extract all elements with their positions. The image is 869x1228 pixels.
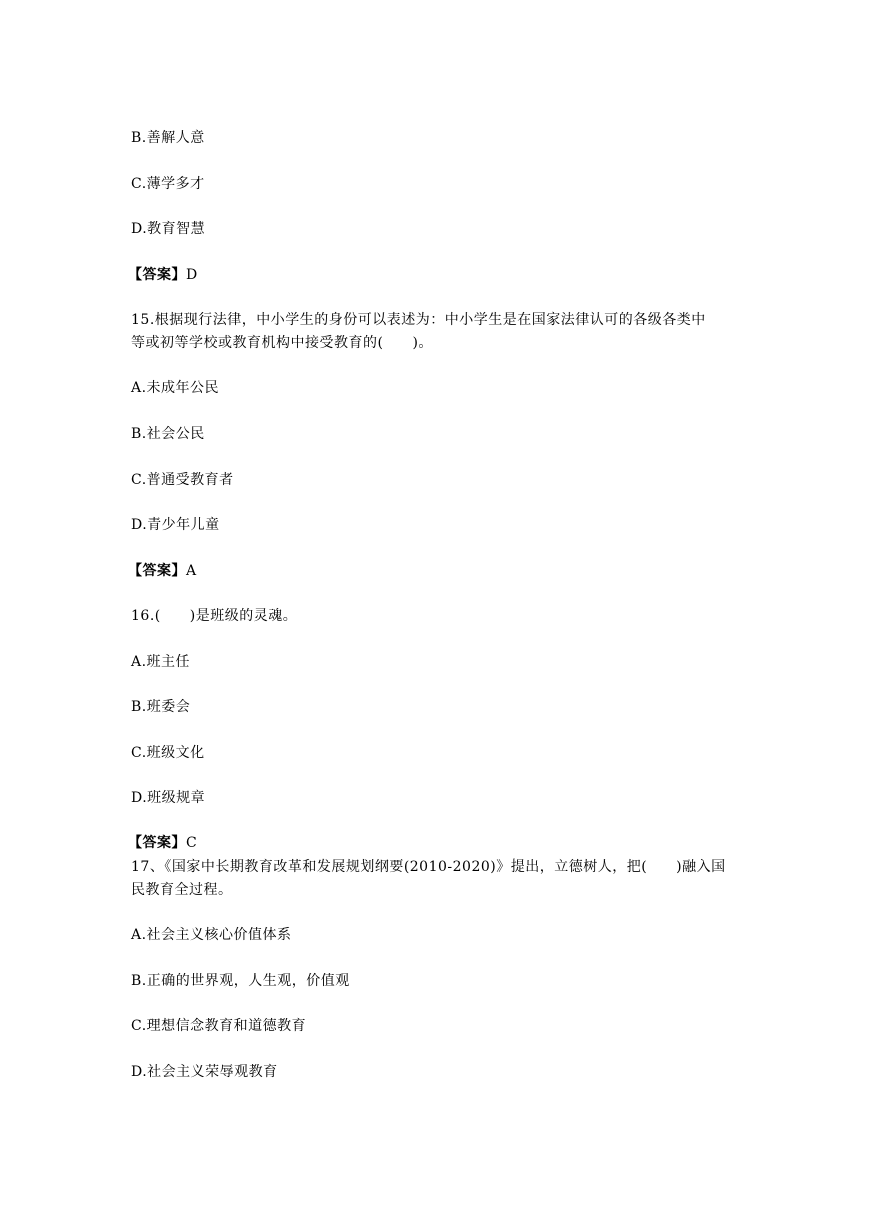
q15-stem-line2: 等或初等学校或教育机构中接受教育的( )。 [131, 335, 433, 351]
q17-stem-line2: 民教育全过程。 [131, 882, 233, 898]
q15-option-a: A.未成年公民 [131, 380, 220, 396]
q16-option-d: D.班级规章 [131, 790, 206, 806]
answer-value: A [186, 563, 197, 579]
q15-stem-line1: 15.根据现行法律，中小学生的身份可以表述为：中小学生是在国家法律认可的各级各类中 [131, 312, 706, 328]
q16-option-a: A.班主任 [131, 654, 191, 670]
q15-option-c: C.普通受教育者 [131, 472, 234, 488]
answer-label: 【答案】 [128, 267, 186, 283]
q14-option-b: B.善解人意 [131, 130, 205, 146]
q16-stem: 16.( )是班级的灵魂。 [131, 608, 298, 624]
q14-answer [128, 267, 198, 283]
answer-label: 【答案】 [128, 835, 186, 851]
q17-stem-line1: 17、《国家中长期教育改革和发展规划纲要(2010-2020)》提出，立德树人，把( )融入国 [131, 859, 726, 875]
answer-label: 【答案】 [128, 563, 186, 579]
q15-option-d: D.青少年儿童 [131, 517, 220, 533]
answer-value: C [186, 835, 198, 851]
q16-option-c: C.班级文化 [131, 745, 205, 761]
q14-option-d: D.教育智慧 [131, 221, 206, 237]
q17-option-b: B.正确的世界观，人生观，价值观 [131, 973, 350, 989]
answer-value: D [186, 267, 198, 283]
q16-option-b: B.班委会 [131, 699, 191, 715]
q17-option-a: A.社会主义核心价值体系 [131, 927, 292, 943]
q15-answer [128, 563, 197, 579]
q14-option-c: C.薄学多才 [131, 176, 205, 192]
q17-option-c: C.理想信念教育和道德教育 [131, 1018, 307, 1034]
q15-option-b: B.社会公民 [131, 426, 205, 442]
q16-answer [128, 835, 197, 851]
q17-option-d: D.社会主义荣辱观教育 [131, 1064, 278, 1080]
